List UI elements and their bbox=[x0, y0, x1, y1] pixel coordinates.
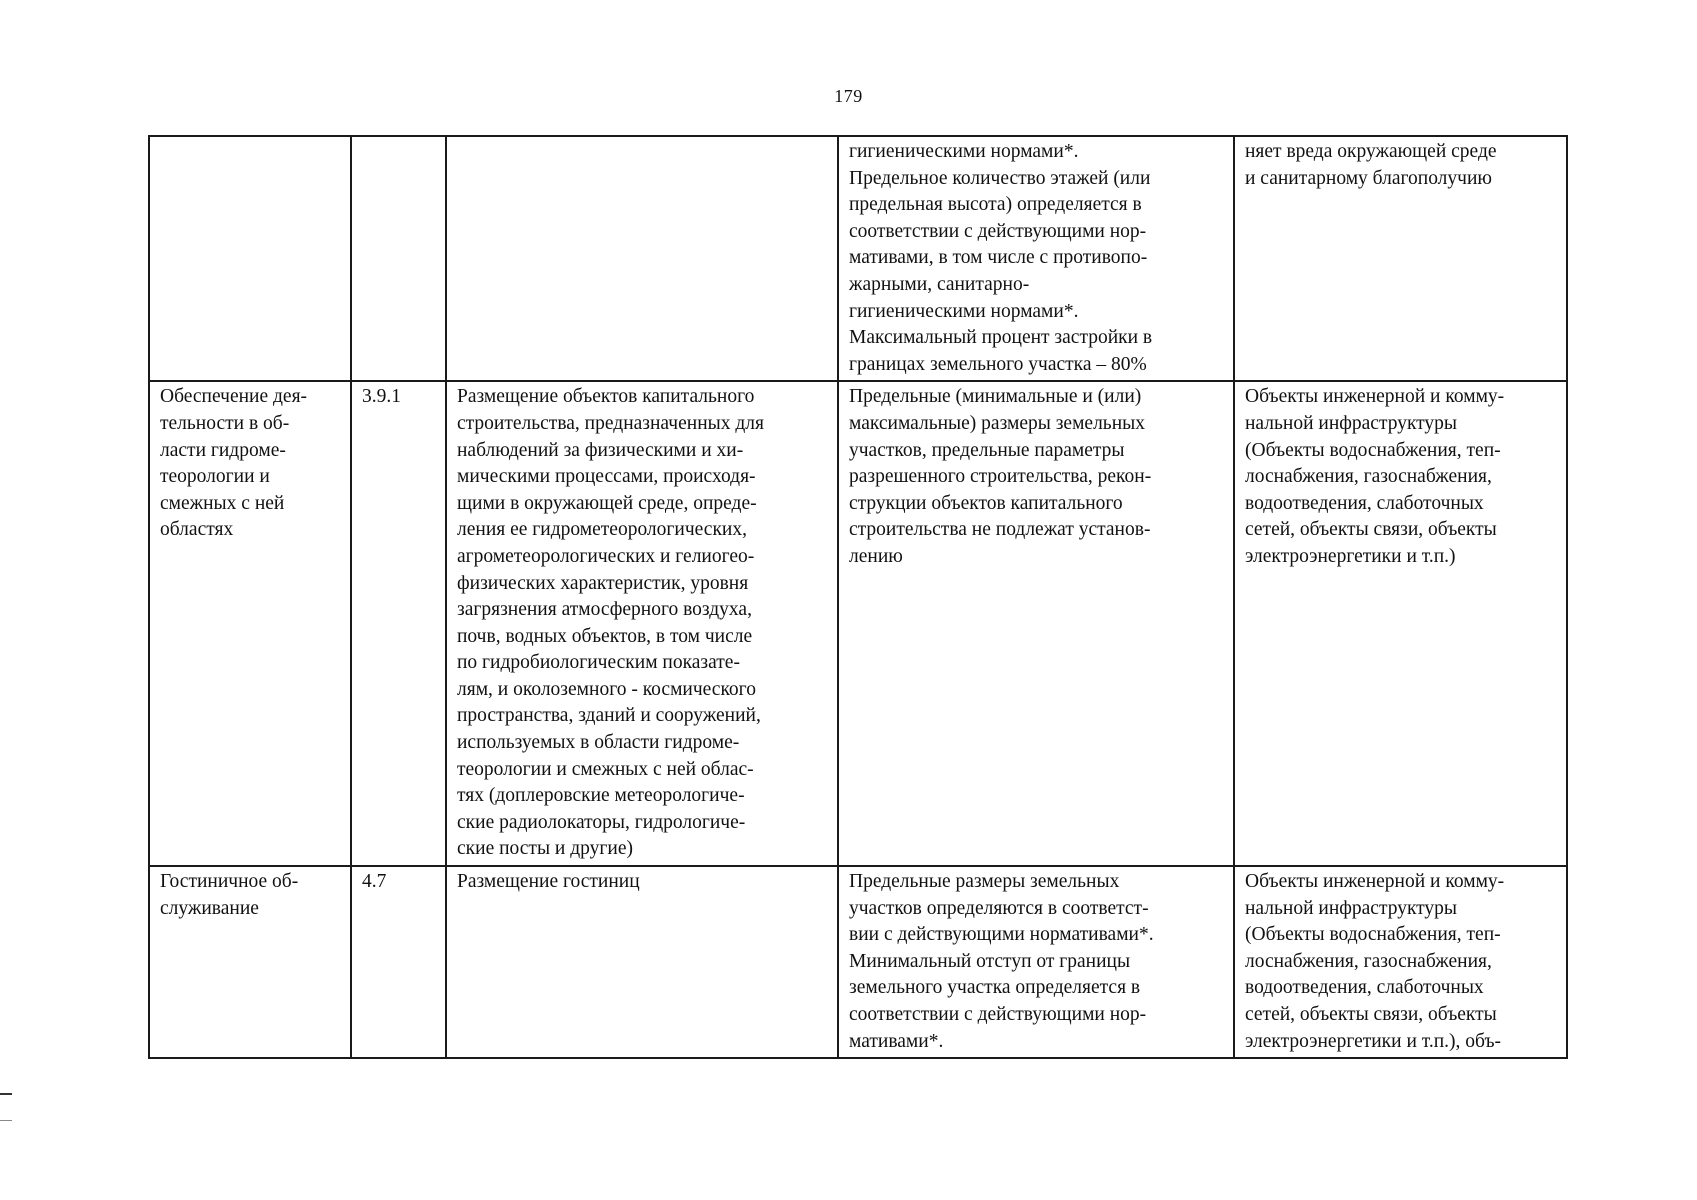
margin-mark bbox=[0, 1120, 12, 1121]
cell-use-name: Обеспечение дея- тельности в об- ласти гидроме- теорологии и смежных с ней областях bbox=[149, 381, 351, 866]
cell-use-name bbox=[149, 136, 351, 381]
cell-parameters: Предельные размеры земельных участков определяются в соответст- вии с действующими нормативами*. Минимальный отступ от границы земельного участка определяется в соответствии с действующими нор- мативами*. bbox=[838, 866, 1234, 1058]
land-use-table bbox=[148, 135, 1568, 1059]
table-row bbox=[149, 136, 1567, 381]
cell-use-code: 4.7 bbox=[351, 866, 446, 1058]
cell-use-description: Размещение объектов капитального строительства, предназначенных для наблюдений за физическими и хи- мическими процессами, происходя- щими в окружающей среде, опреде- ления ее гидрометеорологических, агрометеорологических и гелиогео- физических характеристик, уровня загрязнения атмосферного воздуха, почв, водных объектов, в том числе по гидробиологическим показате- лям, и околоземного - космического пространства, зданий и сооружений, используемых в области гидроме- теорологии и смежных с ней облас- тях (доплеровские метеорологиче- ские радиолокаторы, гидрологиче- ские посты и другие) bbox=[446, 381, 838, 866]
cell-use-name: Гостиничное об- служивание bbox=[149, 866, 351, 1058]
margin-mark bbox=[0, 1093, 12, 1095]
cell-parameters: гигиеническими нормами*. Предельное количество этажей (или предельная высота) определяется в соответствии с действующими нор- мативами, в том числе с противопо- жарными, санитарно- гигиеническими нормами*. Максимальный процент застройки в границах земельного участка – 80% bbox=[838, 136, 1234, 381]
table-row bbox=[149, 866, 1567, 1058]
cell-use-description bbox=[446, 136, 838, 381]
cell-parameters: Предельные (минимальные и (или) максимальные) размеры земельных участков, предельные параметры разрешенного строительства, рекон- струкции объектов капитального строительства не подлежат установ- лению bbox=[838, 381, 1234, 866]
cell-use-code bbox=[351, 136, 446, 381]
cell-use-code: 3.9.1 bbox=[351, 381, 446, 866]
table-row bbox=[149, 381, 1567, 866]
cell-auxiliary-uses: Объекты инженерной и комму- нальной инфраструктуры (Объекты водоснабжения, теп- лоснабжения, газоснабжения, водоотведения, слаботочных сетей, объекты связи, объекты электроэнергетики и т.п.), объ- bbox=[1234, 866, 1567, 1058]
page-number: 179 bbox=[834, 86, 863, 106]
cell-auxiliary-uses: Объекты инженерной и комму- нальной инфраструктуры (Объекты водоснабжения, теп- лоснабжения, газоснабжения, водоотведения, слаботочных сетей, объекты связи, объекты электроэнергетики и т.п.) bbox=[1234, 381, 1567, 866]
cell-auxiliary-uses: няет вреда окружающей среде и санитарному благополучию bbox=[1234, 136, 1567, 381]
cell-use-description: Размещение гостиниц bbox=[446, 866, 838, 1058]
